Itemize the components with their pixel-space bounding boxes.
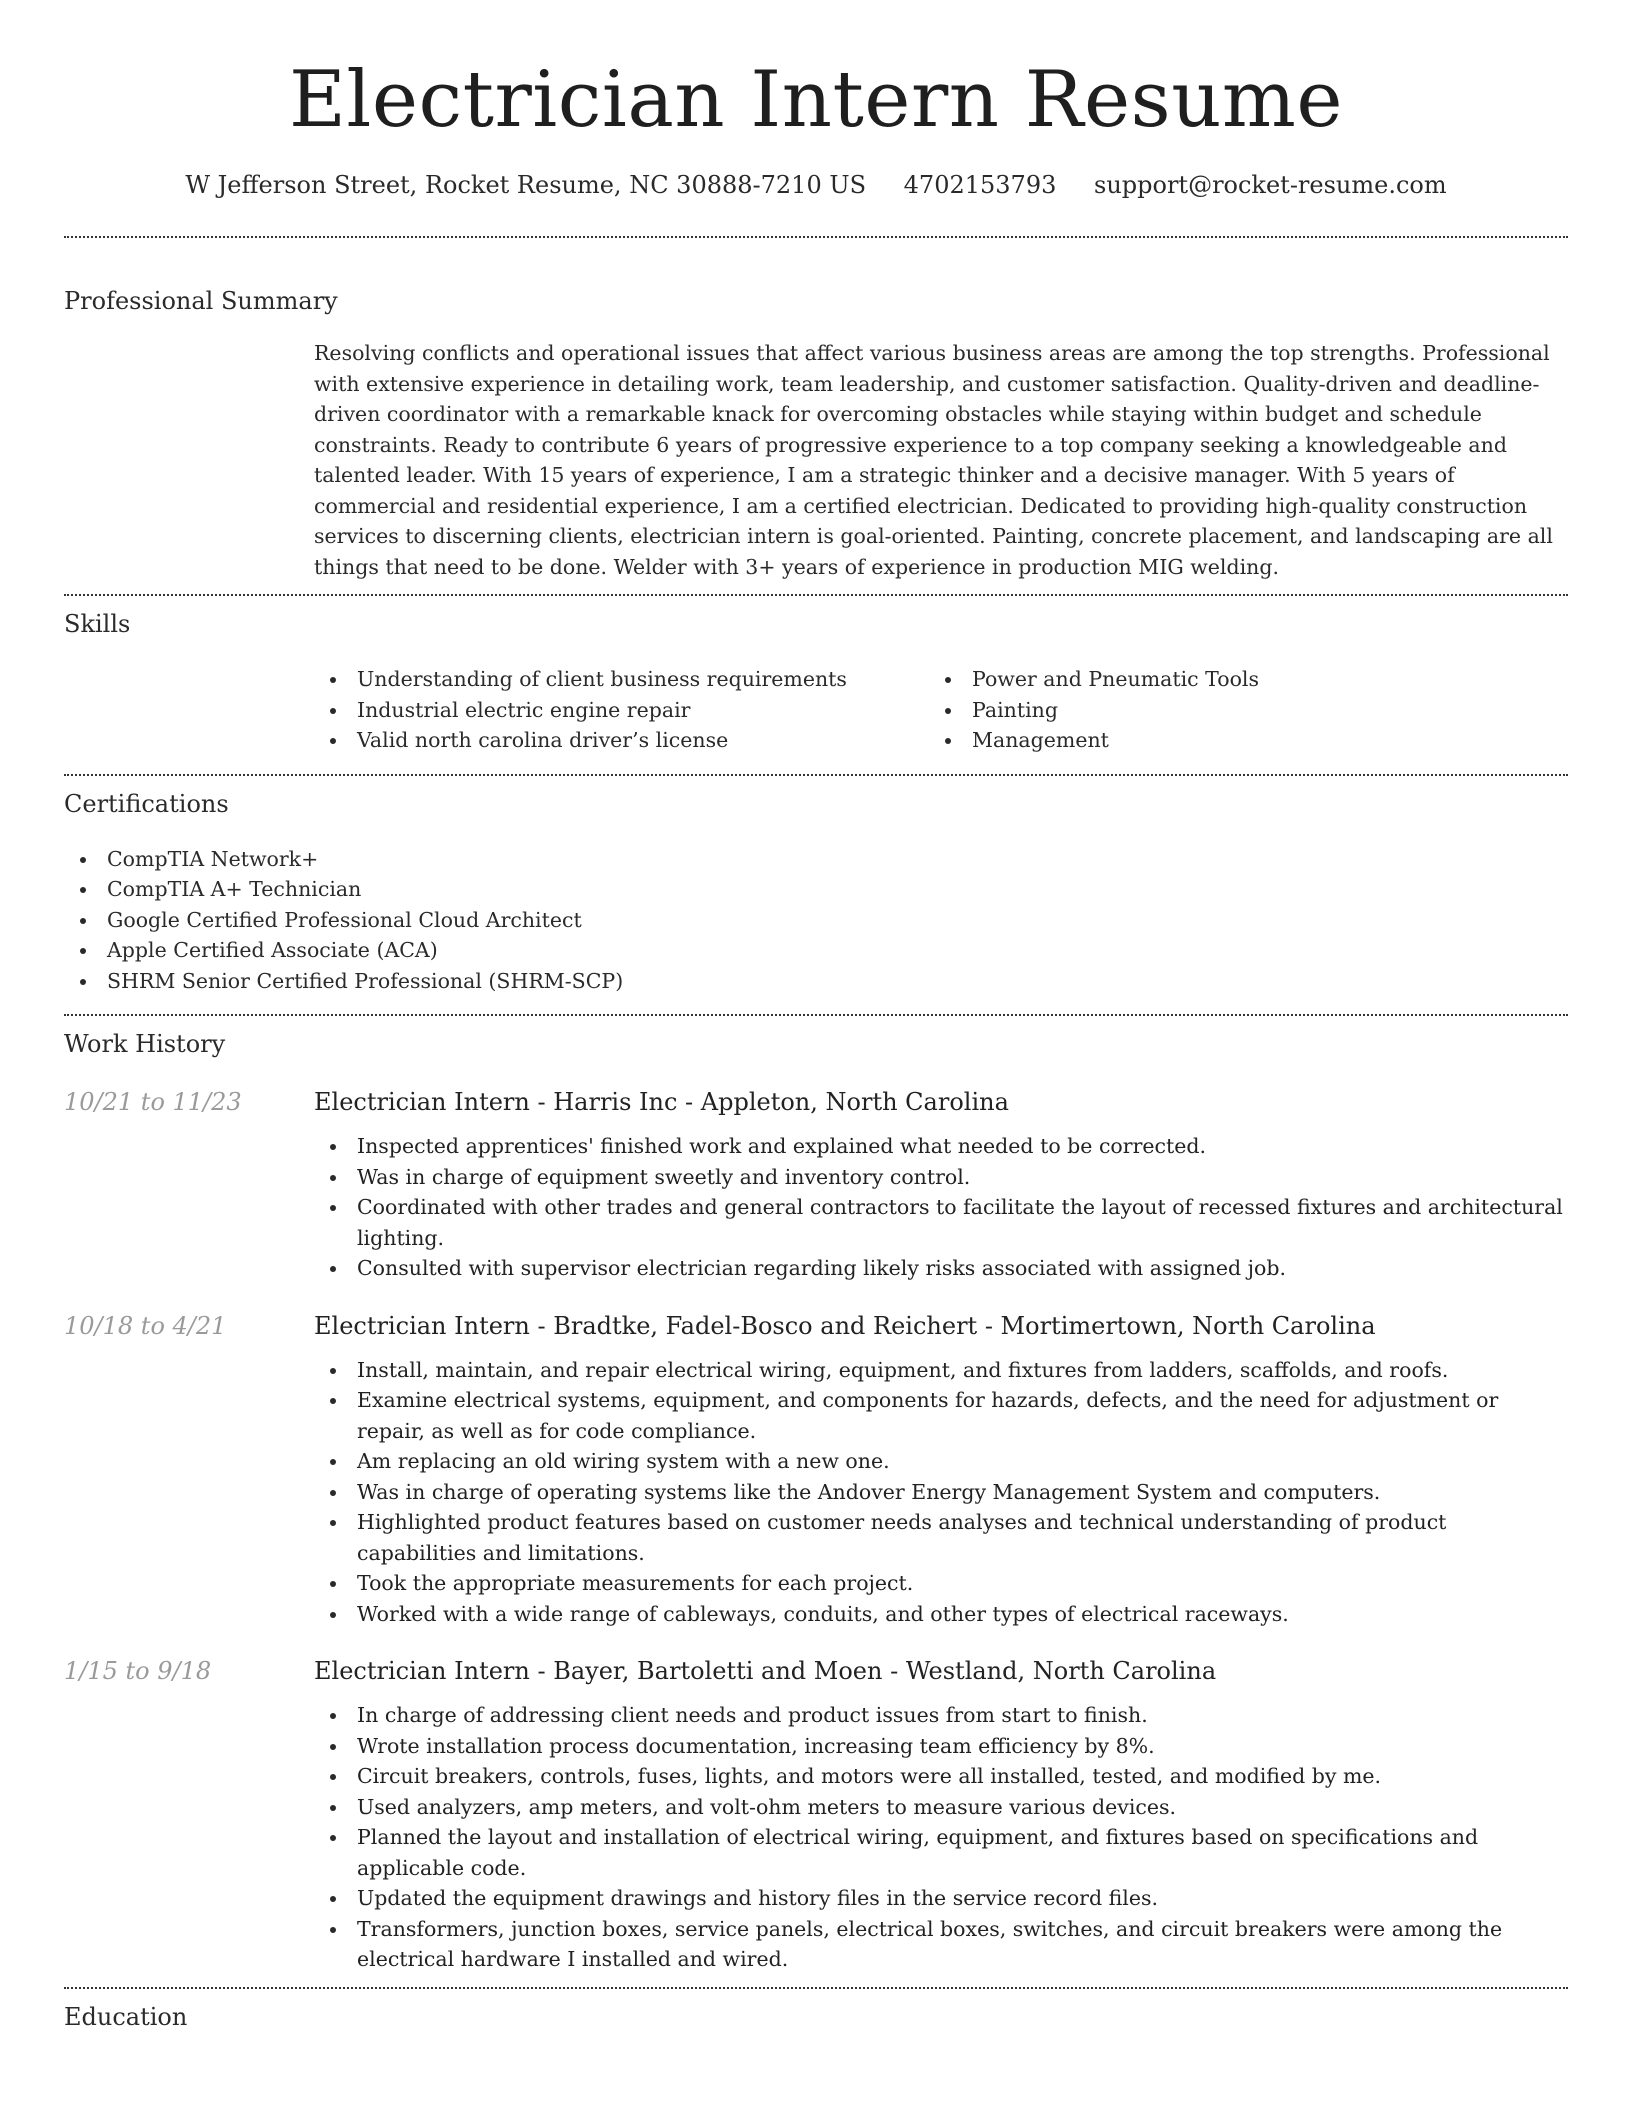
list-item: Apple Certified Associate (ACA) — [64, 935, 1568, 966]
list-item: CompTIA A+ Technician — [64, 874, 1568, 905]
resume-title: Electrician Intern Resume — [288, 55, 1344, 145]
header-divider — [64, 236, 1568, 238]
section-divider — [64, 1987, 1568, 1989]
job-bullets — [314, 1700, 1568, 1975]
list-item: Took the appropriate measurements for each project. — [314, 1568, 1568, 1599]
list-item: Painting — [929, 695, 1544, 726]
list-item: Was in charge of equipment sweetly and inventory control. — [314, 1162, 1568, 1193]
list-item: In charge of addressing client needs and product issues from start to finish. — [314, 1700, 1568, 1731]
list-item: Worked with a wide range of cableways, conduits, and other types of electrical raceways. — [314, 1599, 1568, 1630]
summary-heading: Professional Summary — [64, 287, 338, 315]
job-entry — [64, 1310, 1568, 1630]
list-item: Used analyzers, amp meters, and volt-ohm meters to measure various devices. — [314, 1792, 1568, 1823]
list-item: Wrote installation process documentation, increasing team efficiency by 8%. — [314, 1731, 1568, 1762]
certifications-list — [64, 844, 1568, 997]
list-item: Management — [929, 725, 1544, 756]
list-item: Examine electrical systems, equipment, and components for hazards, defects, and the need for adjustment or repair, as well as for code compliance. — [314, 1385, 1568, 1446]
job-date: 10/21 to 11/23 — [64, 1088, 242, 1116]
list-item: SHRM Senior Certified Professional (SHRM-SCP) — [64, 966, 1568, 997]
work-history-section — [64, 1028, 1568, 1975]
list-item: Inspected apprentices' finished work and explained what needed to be corrected. — [314, 1131, 1568, 1162]
list-item: Highlighted product features based on customer needs analyses and technical understanding of product capabilities and limitations. — [314, 1507, 1568, 1568]
resume-page — [64, 0, 1568, 2033]
list-item: Was in charge of operating systems like the Andover Energy Management System and computers. — [314, 1477, 1568, 1508]
list-item: Coordinated with other trades and general contractors to facilitate the layout of recessed fixtures and architectural lighting. — [314, 1192, 1568, 1253]
work-history-heading: Work History — [64, 1030, 226, 1058]
list-item: Power and Pneumatic Tools — [929, 664, 1544, 695]
skills-grid — [314, 664, 1568, 756]
section-divider — [64, 1014, 1568, 1016]
list-item: Consulted with supervisor electrician regarding likely risks associated with assigned job. — [314, 1253, 1568, 1284]
job-entry — [64, 1655, 1568, 1975]
skills-section — [64, 608, 1568, 756]
skills-list-right — [929, 664, 1544, 756]
contact-email: support@rocket-resume.com — [1094, 171, 1447, 199]
list-item: Transformers, junction boxes, service panels, electrical boxes, switches, and circuit breakers were among the electrical hardware I installed and wired. — [314, 1914, 1568, 1975]
contact-address: W Jefferson Street, Rocket Resume, NC 30888-7210 US — [185, 171, 867, 199]
list-item: CompTIA Network+ — [64, 844, 1568, 875]
summary-section — [64, 285, 1568, 582]
section-divider — [64, 594, 1568, 596]
list-item: Google Certified Professional Cloud Architect — [64, 905, 1568, 936]
job-title: Electrician Intern - Bradtke, Fadel-Bosco and Reichert - Mortimertown, North Carolina — [314, 1311, 1376, 1340]
list-item: Valid north carolina driver’s license — [314, 725, 929, 756]
list-item: Install, maintain, and repair electrical wiring, equipment, and fixtures from ladders, scaffolds, and roofs. — [314, 1355, 1568, 1386]
job-entry — [64, 1086, 1568, 1284]
job-bullets — [314, 1355, 1568, 1630]
section-divider — [64, 774, 1568, 776]
contact-phone: 4702153793 — [903, 171, 1057, 199]
list-item: Updated the equipment drawings and history files in the service record files. — [314, 1883, 1568, 1914]
job-bullets — [314, 1131, 1568, 1284]
job-title: Electrician Intern - Bayer, Bartoletti and Moen - Westland, North Carolina — [314, 1657, 1217, 1685]
job-title: Electrician Intern - Harris Inc - Appleton, North Carolina — [314, 1088, 1009, 1116]
certifications-section — [64, 788, 1568, 997]
education-heading: Education — [64, 2002, 188, 2031]
summary-text: Resolving conflicts and operational issues that affect various business areas are among the top strengths. Professional with extensive experience in detailing work, team leadership, and customer satisfaction. Quality-driven and deadline-driven coordinator with a remarkable knack for overcoming obstacles while staying within budget and schedule constraints. Ready to contribute 6 years of progressive experience to a top company seeking a knowledgeable and talented leader. With 15 years of experience, I am a strategic thinker and a decisive manager. With 5 years of commercial and residential experience, I am a certified electrician. Dedicated to providing high-quality construction services to discerning clients, electrician intern is goal-oriented. Painting, concrete placement, and landscaping are all things that need to be done. Welder with 3+ years of experience in production MIG welding. — [314, 341, 1553, 579]
job-date: 1/15 to 9/18 — [64, 1657, 212, 1685]
job-date: 10/18 to 4/21 — [64, 1311, 227, 1340]
contact-line — [64, 168, 1568, 202]
list-item: Am replacing an old wiring system with a new one. — [314, 1446, 1568, 1477]
list-item: Industrial electric engine repair — [314, 695, 929, 726]
skills-list-left — [314, 664, 929, 756]
list-item: Understanding of client business requirements — [314, 664, 929, 695]
list-item: Planned the layout and installation of electrical wiring, equipment, and fixtures based on specifications and applicable code. — [314, 1822, 1568, 1883]
list-item: Circuit breakers, controls, fuses, lights, and motors were all installed, tested, and modified by me. — [314, 1761, 1568, 1792]
skills-heading: Skills — [64, 610, 131, 638]
certifications-heading: Certifications — [64, 789, 229, 818]
education-section — [64, 2001, 1568, 2033]
